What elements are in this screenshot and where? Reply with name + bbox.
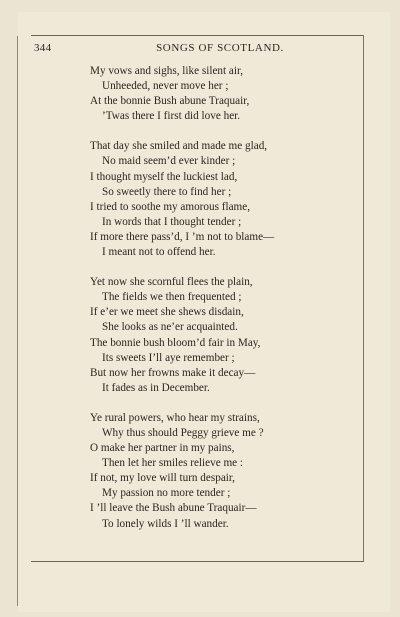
poem-line: In words that I thought tender ; xyxy=(102,215,242,228)
poem-line: Unheeded, never move her ; xyxy=(102,80,229,93)
poem-line: If more there pass’d, I ’m not to blame— xyxy=(90,230,275,243)
poem-line: The fields we then frequented ; xyxy=(102,291,242,304)
stanza-1 xyxy=(90,64,350,124)
poem-line: If not, my love will turn despair, xyxy=(90,472,235,485)
poem xyxy=(90,64,350,547)
poem-line: If e’er we meet she shews disdain, xyxy=(90,306,244,319)
poem-line: Why thus should Peggy grieve me ? xyxy=(102,426,264,439)
poem-line: O make her partner in my pains, xyxy=(90,442,235,455)
poem-line: She looks as ne’er acquainted. xyxy=(102,321,238,334)
poem-line: Then let her smiles relieve me : xyxy=(102,457,244,470)
footer-rule xyxy=(31,561,364,562)
header-rule xyxy=(31,35,364,36)
right-border-rule xyxy=(363,35,364,561)
poem-line: My vows and sighs, like silent air, xyxy=(90,65,244,77)
poem-line: I meant not to offend her. xyxy=(102,246,216,259)
stanza-4 xyxy=(90,411,350,532)
poem-line: So sweetly there to find her ; xyxy=(102,185,232,198)
poem-line: I thought myself the luckiest lad, xyxy=(90,170,238,183)
poem-line: To lonely wilds I ’ll wander. xyxy=(102,517,229,530)
poem-line: But now her frowns make it decay— xyxy=(90,366,256,379)
poem-line: My passion no more tender ; xyxy=(102,487,231,500)
stanza-3 xyxy=(90,275,350,396)
poem-line: At the bonnie Bush abune Traquair, xyxy=(90,95,250,108)
poem-line: Its sweets I’ll aye remember ; xyxy=(102,351,235,364)
poem-line: ’Twas there I first did love her. xyxy=(102,110,241,123)
gutter-line xyxy=(17,36,18,606)
poem-line: Yet now she scornful flees the plain, xyxy=(90,276,253,289)
poem-line: I tried to soothe my amorous flame, xyxy=(90,200,251,213)
poem-line: I ’ll leave the Bush abune Traquair— xyxy=(90,502,257,515)
running-head: SONGS OF SCOTLAND. xyxy=(156,42,284,54)
poem-line: The bonnie bush bloom’d fair in May, xyxy=(90,336,261,349)
poem-line: That day she smiled and made me glad, xyxy=(90,140,268,153)
page-number: 344 xyxy=(34,42,52,54)
poem-line: Ye rural powers, who hear my strains, xyxy=(90,411,260,424)
poem-line: It fades as in December. xyxy=(102,381,210,394)
stanza-2 xyxy=(90,139,350,260)
poem-line: No maid seem’d ever kinder ; xyxy=(102,155,236,168)
